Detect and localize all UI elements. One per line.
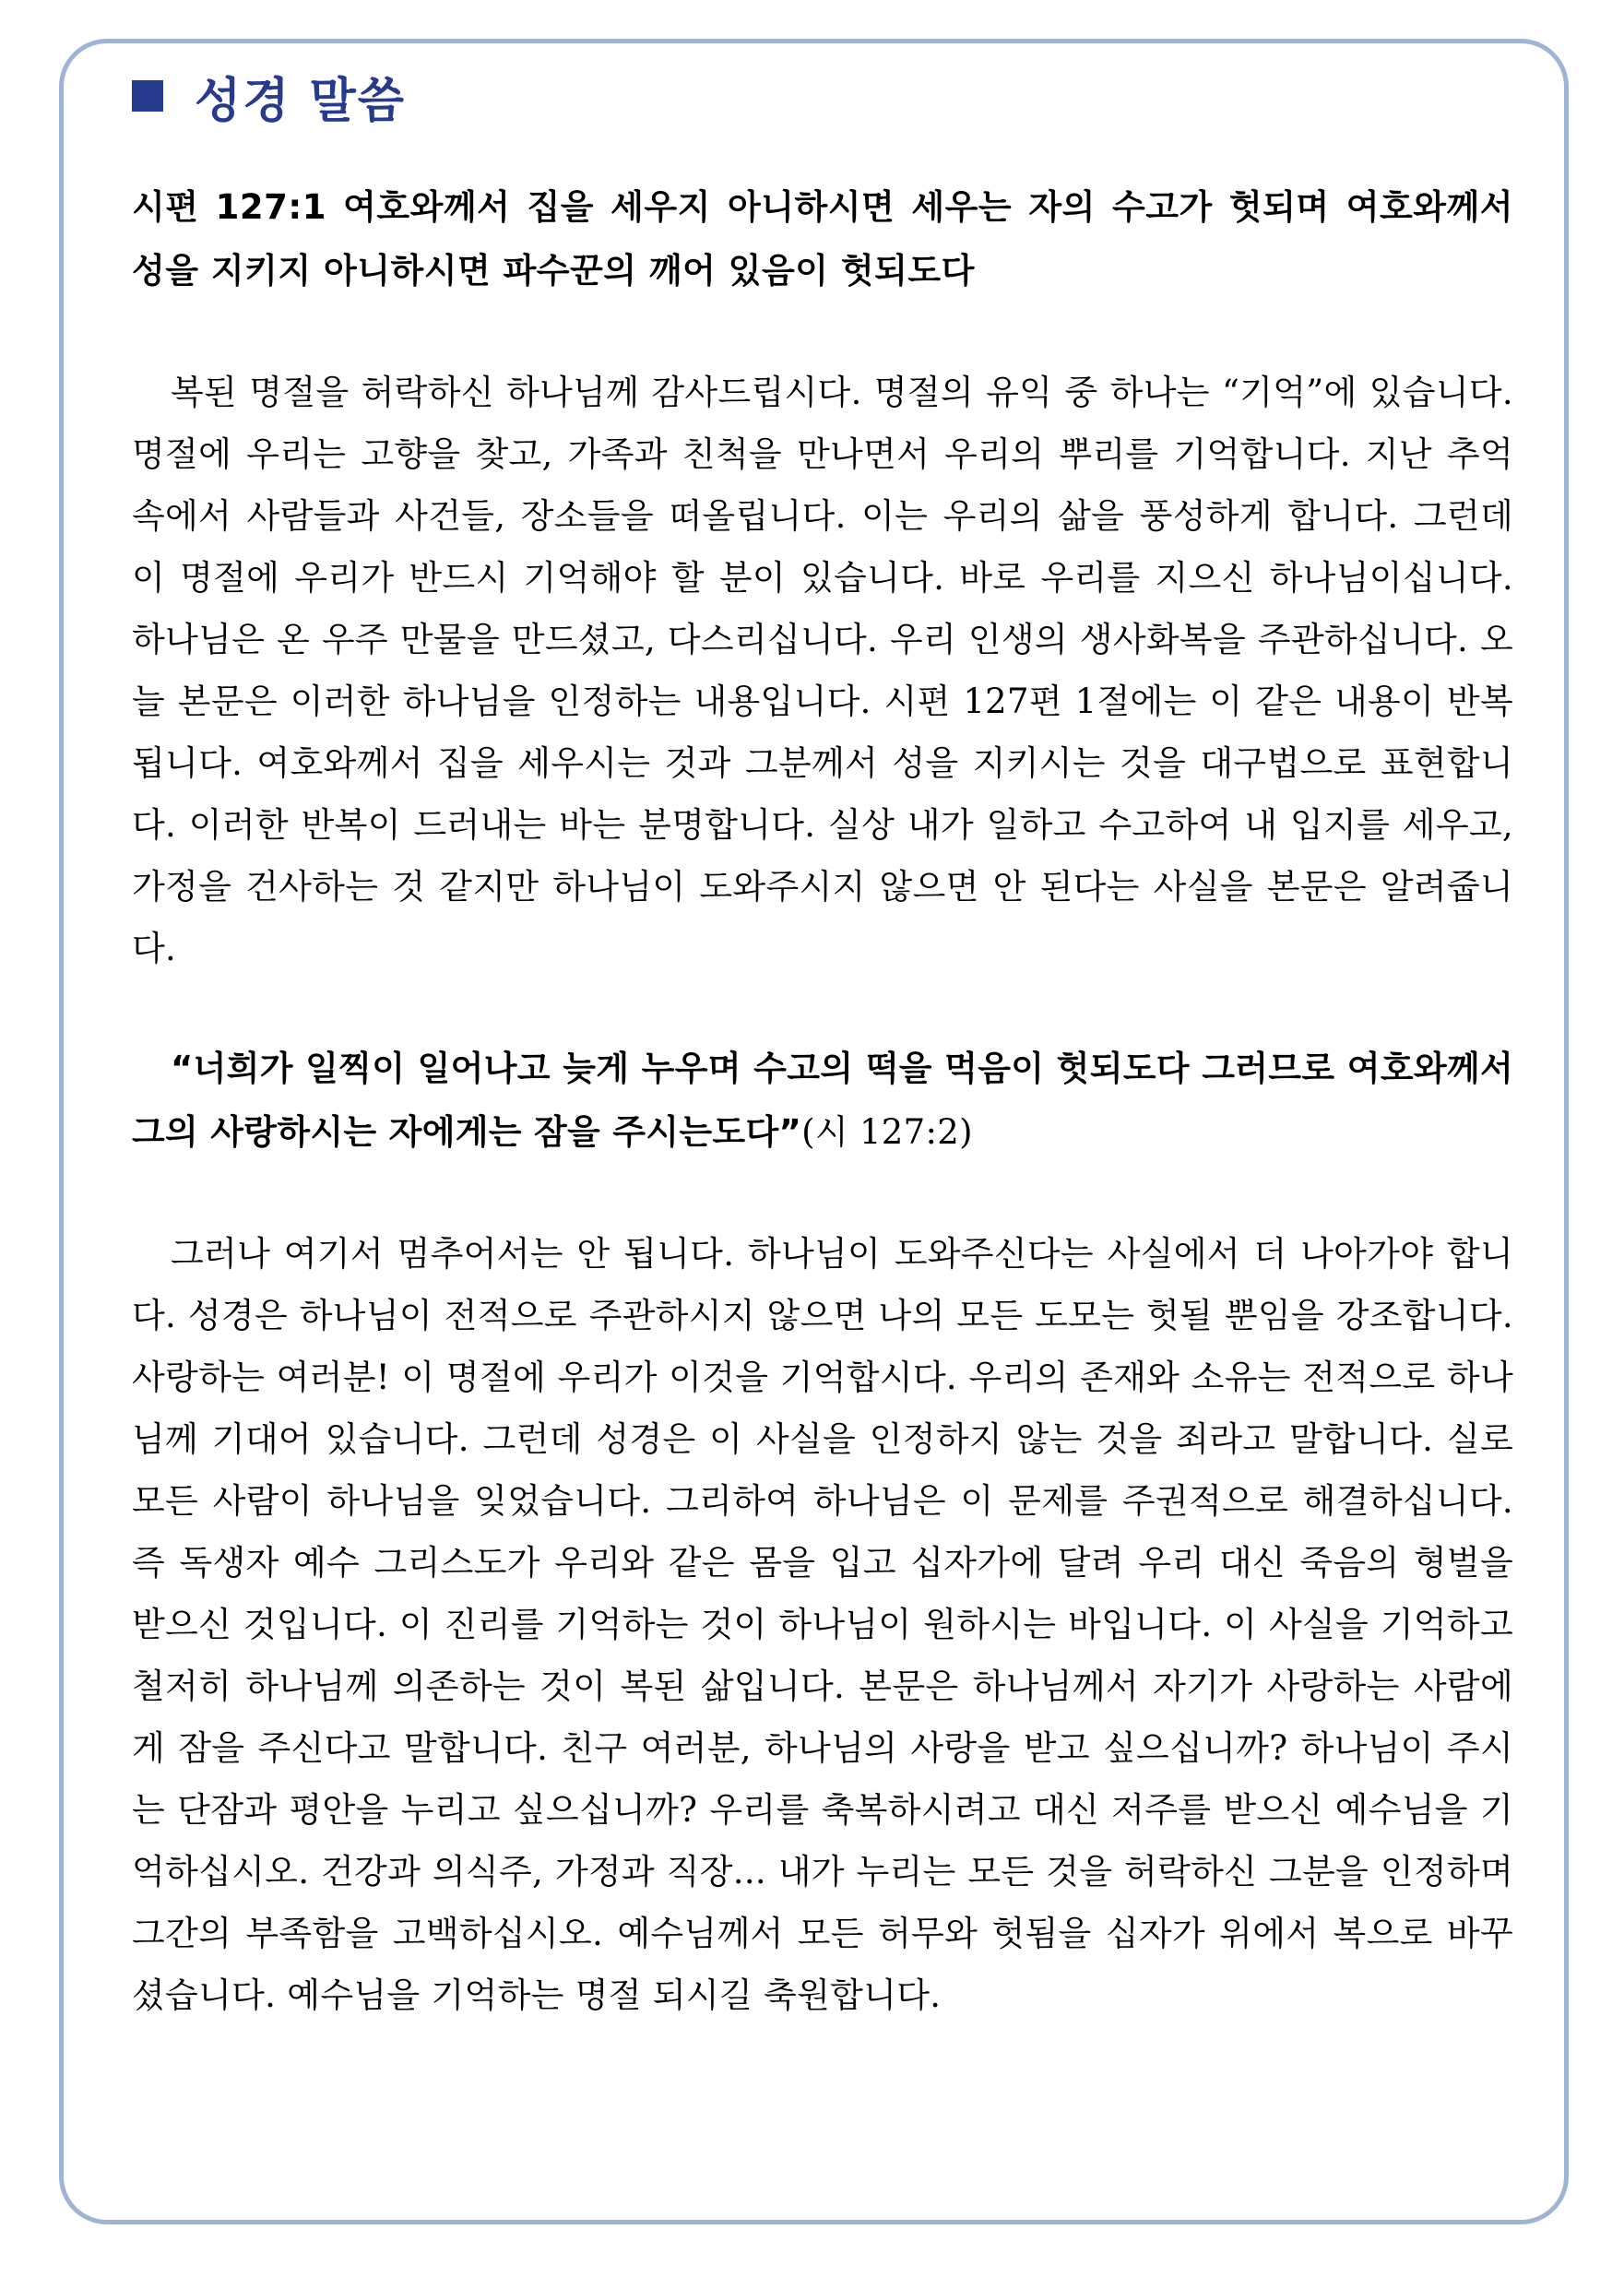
- scripture-quote: [132, 1037, 1513, 1164]
- section-title: 성경 말씀: [195, 73, 407, 129]
- page-content: [132, 55, 1513, 2026]
- square-bullet-icon: [132, 80, 163, 112]
- quote-text: “너희가 일찍이 일어나고 늦게 누우며 수고의 떡을 먹음이 헛되도다 그러므로 여호와께서 그의 사랑하시는 자에게는 잠을 주시는도다”: [132, 1049, 1513, 1152]
- quote-reference: (시 127:2): [801, 1112, 973, 1152]
- body-paragraph-2: 그러나 여기서 멈추어서는 안 됩니다. 하나님이 도와주신다는 사실에서 더 나아가야 합니다. 성경은 하나님이 전적으로 주관하시지 않으면 나의 모든 도모는 헛될 뿐임을 강조합니다. 사랑하는 여러분! 이 명절에 우리가 이것을 기억합시다. 우리의 존재와 소유는 전적으로 하나님께 기대어 있습니다. 그런데 성경은 이 사실을 인정하지 않는 것을 죄라고 말합니다. 실로 모든 사람이 하나님을 잊었습니다. 그리하여 하나님은 이 문제를 주권적으로 해결하십니다. 즉 독생자 예수 그리스도가 우리와 같은 몸을 입고 십자가에 달려 우리 대신 죽음의 형벌을 받으신 것입니다. 이 진리를 기억하는 것이 하나님이 원하시는 바입니다. 이 사실을 기억하고 철저히 하나님께 의존하는 것이 복된 삶입니다. 본문은 하나님께서 자기가 사랑하는 사람에게 잠을 주신다고 말합니다. 친구 여러분, 하나님의 사랑을 받고 싶으십니까? 하나님이 주시는 단잠과 평안을 누리고 싶으십니까? 우리를 축복하시려고 대신 저주를 받으신 예수님을 기억하십시오. 건강과 의식주, 가정과 직장... 내가 누리는 모든 것을 허락하신 그분을 인정하며 그간의 부족함을 고백하십시오. 예수님께서 모든 허무와 헛됨을 십자가 위에서 복으로 바꾸셨습니다. 예수님을 기억하는 명절 되시길 축원합니다.: [132, 1234, 1513, 2015]
- scripture-verse: 시편 127:1 여호와께서 집을 세우지 아니하시면 세우는 자의 수고가 헛되며 여호와께서 성을 지키지 아니하시면 파수꾼의 깨어 있음이 헛되도다: [132, 187, 1513, 291]
- body-paragraph-1: 복된 명절을 허락하신 하나님께 감사드립시다. 명절의 유익 중 하나는 “기억”에 있습니다. 명절에 우리는 고향을 찾고, 가족과 친척을 만나면서 우리의 뿌리를 기억합니다. 지난 추억 속에서 사람들과 사건들, 장소들을 떠올립니다. 이는 우리의 삶을 풍성하게 합니다. 그런데 이 명절에 우리가 반드시 기억해야 할 분이 있습니다. 바로 우리를 지으신 하나님이십니다. 하나님은 온 우주 만물을 만드셨고, 다스리십니다. 우리 인생의 생사화복을 주관하십니다. 오늘 본문은 이러한 하나님을 인정하는 내용입니다. 시편 127편 1절에는 이 같은 내용이 반복됩니다. 여호와께서 집을 세우시는 것과 그분께서 성을 지키시는 것을 대구법으로 표현합니다. 이러한 반복이 드러내는 바는 분명합니다. 실상 내가 일하고 수고하여 내 입지를 세우고, 가정을 건사하는 것 같지만 하나님이 도와주시지 않으면 안 된다는 사실을 본문은 알려줍니다.: [132, 373, 1513, 968]
- section-heading: [132, 55, 1513, 136]
